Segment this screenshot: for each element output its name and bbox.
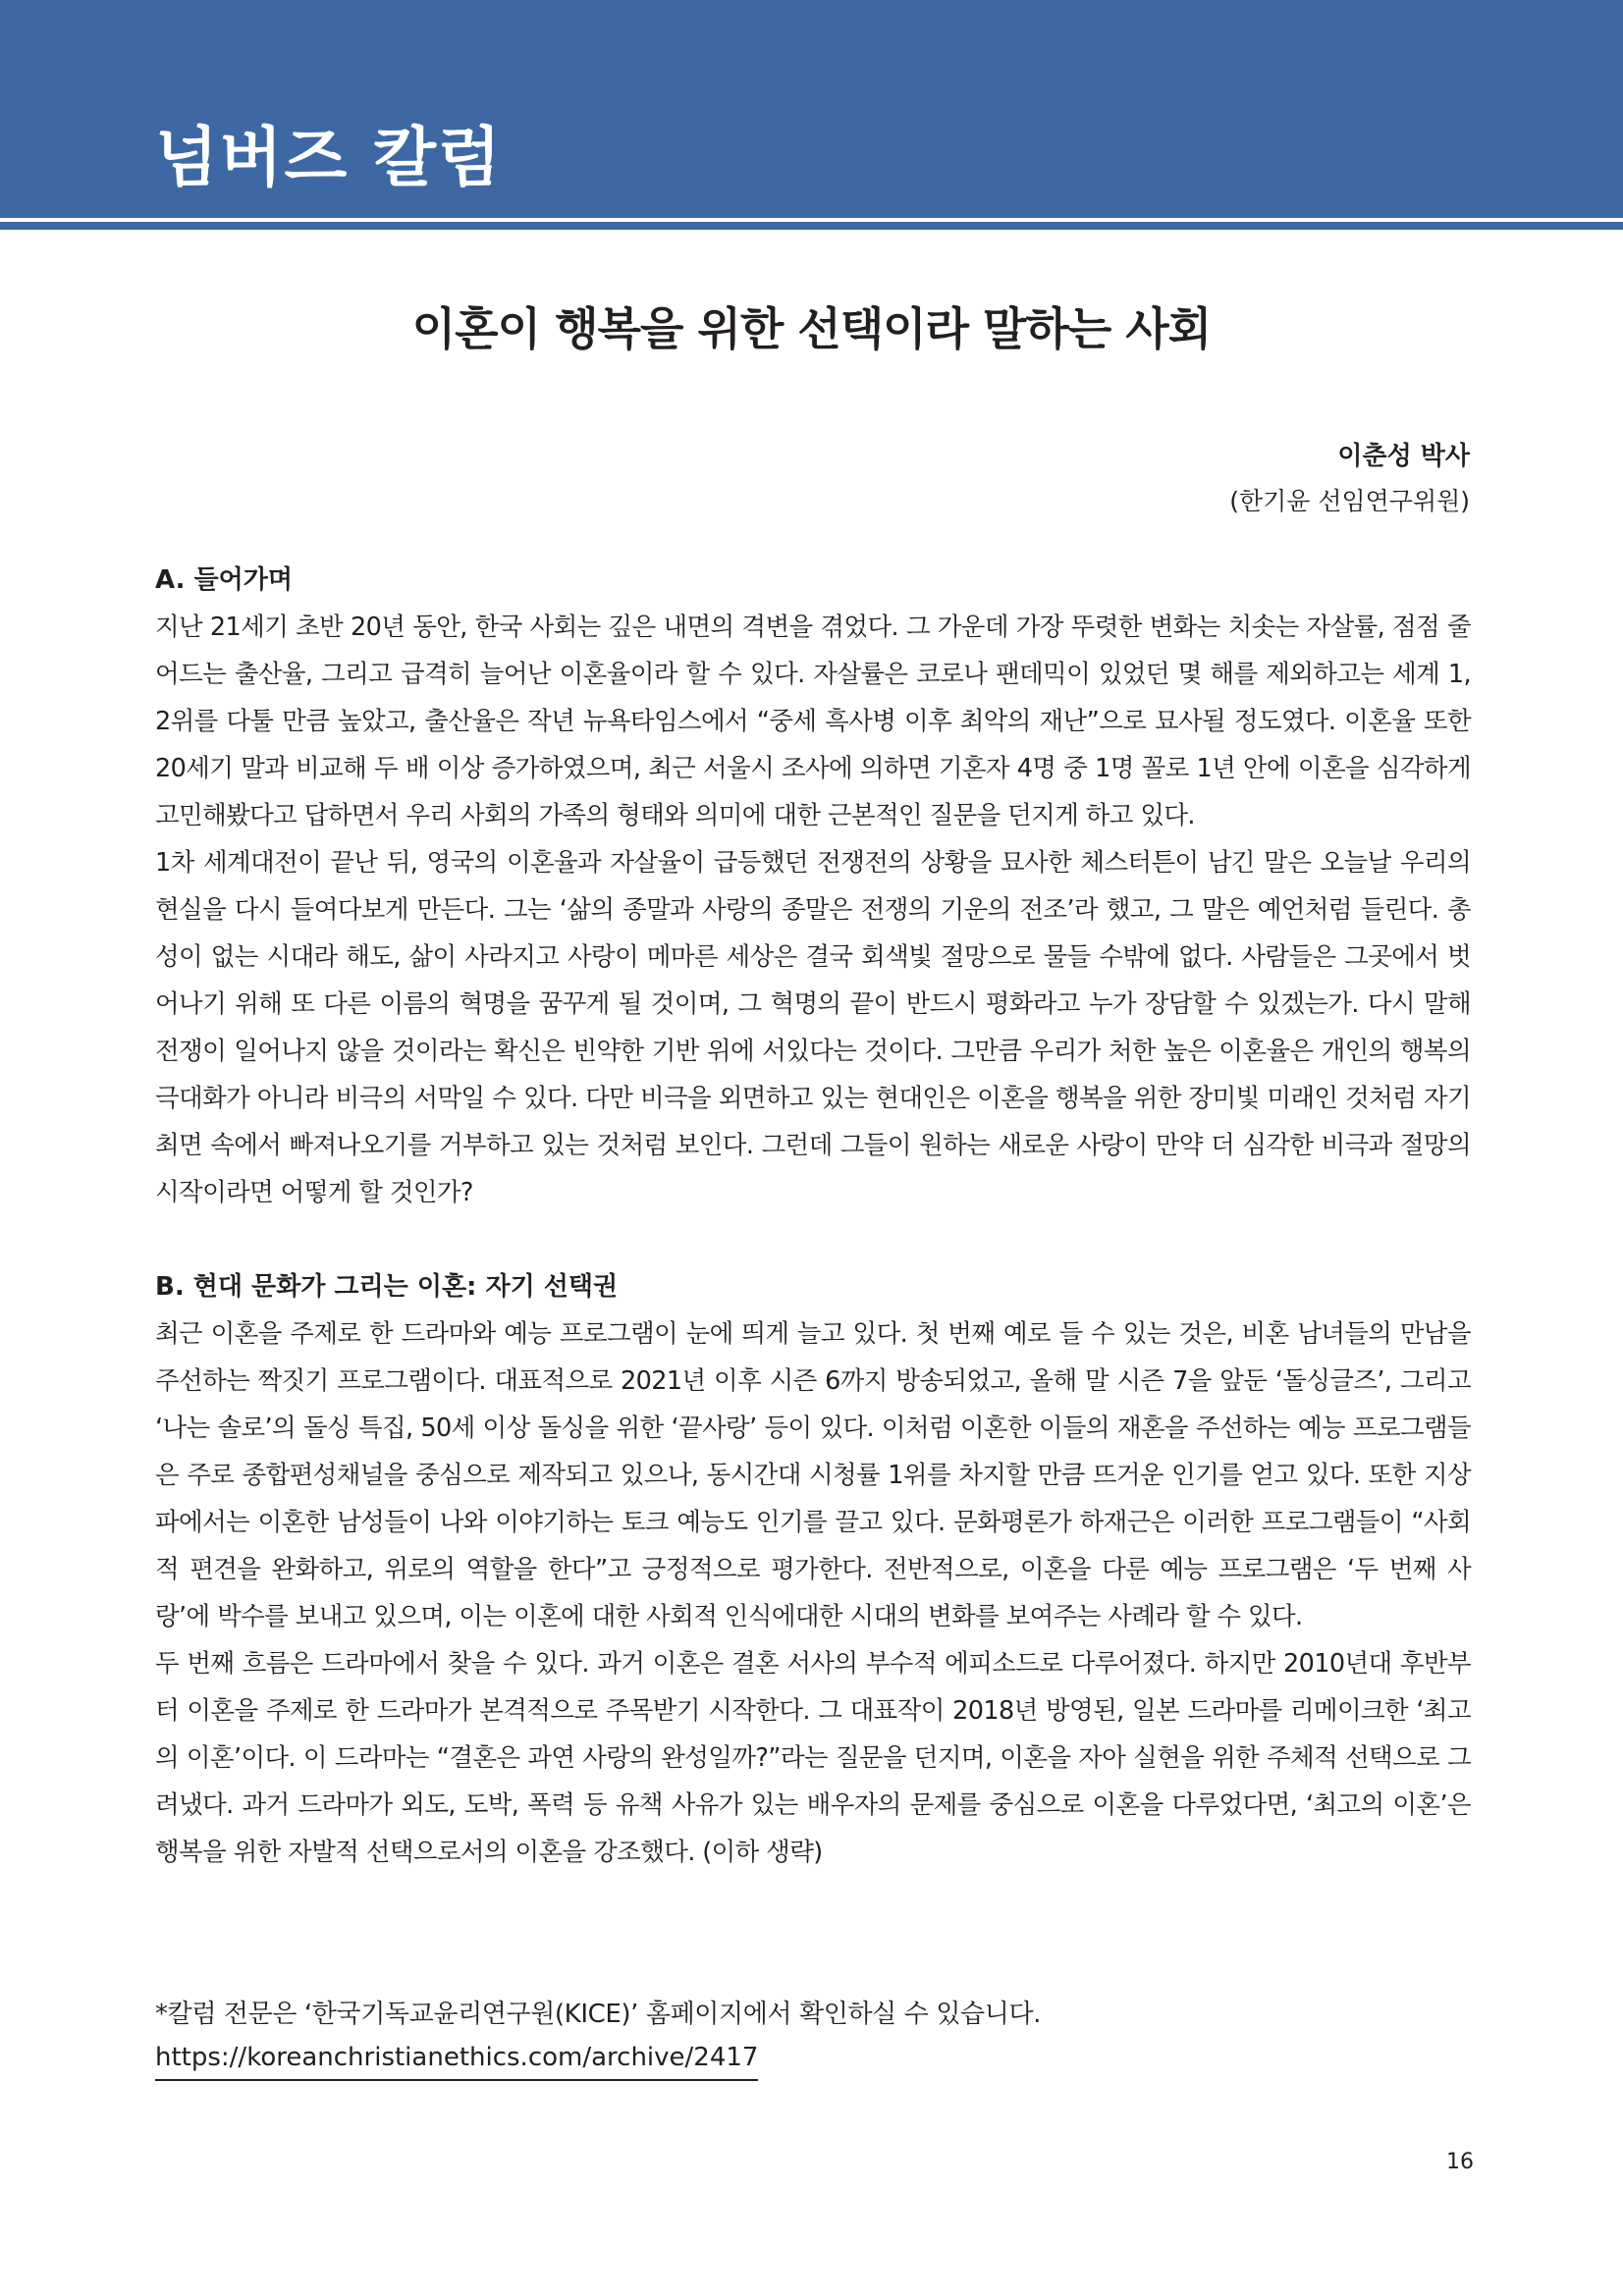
article-body (155, 557, 1471, 1876)
section-title: 넘버즈 칼럼 (155, 120, 503, 195)
author-affiliation: (한기윤 선임연구위원) (1229, 487, 1470, 515)
section-heading-culture: B. 현대 문화가 그리는 이혼: 자기 선택권 (155, 1272, 619, 1302)
section-spacer (155, 1216, 1471, 1263)
archive-link[interactable]: https://koreanchristianethics.com/archive/2417 (155, 2038, 758, 2081)
paragraph: 두 번째 흐름은 드라마에서 찾을 수 있다. 과거 이혼은 결혼 서사의 부수적 에피소드로 다루어졌다. 하지만 2010년대 후반부터 이혼을 주제로 한 드라마가 본격적으로 주목받기 시작한다. 그 대표작이 2018년 방영된, 일본 드라마를 리메이크한 ‘최고의 이혼’이다. 이 드라마는 “결혼은 과연 사랑의 완성일까?”라는 질문을 던지며, 이혼을 자아 실현을 위한 주체적 선택으로 그려냈다. 과거 드라마가 외도, 도박, 폭력 등 유책 사유가 있는 배우자의 문제를 중심으로 이혼을 다루었다면, ‘최고의 이혼’은 행복을 위한 자발적 선택으로서의 이혼을 강조했다. (이하 생략) (155, 1649, 1471, 1867)
header-rule (0, 222, 1623, 230)
footnote (155, 1991, 1041, 2081)
article-title: 이혼이 행복을 위한 선택이라 말하는 사회 (411, 302, 1212, 355)
author-name: 이춘성 박사 (1337, 442, 1470, 471)
section-heading-intro: A. 들어가며 (155, 565, 293, 595)
footnote-text: *칼럼 전문은 ‘한국기독교윤리연구원(KICE)’ 홈페이지에서 확인하실 수 있습니다. (155, 2000, 1042, 2029)
author-block (1229, 436, 1470, 526)
page-number: 16 (1446, 2150, 1474, 2174)
paragraph: 1차 세계대전이 끝난 뒤, 영국의 이혼율과 자살율이 급등했던 전쟁전의 상황을 묘사한 체스터튼이 남긴 말은 오늘날 우리의 현실을 다시 들여다보게 만든다. 그는 ‘삶의 종말과 사랑의 종말은 전쟁의 기운의 전조’라 했고, 그 말은 예언처럼 들린다. 총성이 없는 시대라 해도, 삶이 사라지고 사랑이 메마른 세상은 결국 회색빛 절망으로 물들 수밖에 없다. 사람들은 그곳에서 벗어나기 위해 또 다른 이름의 혁명을 꿈꾸게 될 것이며, 그 혁명의 끝이 반드시 평화라고 누가 장담할 수 있겠는가. 다시 말해 전쟁이 일어나지 않을 것이라는 확신은 빈약한 기반 위에 서있다는 것이다. 그만큼 우리가 처한 높은 이혼율은 개인의 행복의 극대화가 아니라 비극의 서막일 수 있다. 다만 비극을 외면하고 있는 현대인은 이혼을 행복을 위한 장미빛 미래인 것처럼 자기 최면 속에서 빠져나오기를 거부하고 있는 것처럼 보인다. 그런데 그들이 원하는 새로운 사랑이 만약 더 심각한 비극과 절망의 시작이라면 어떻게 할 것인가? (155, 848, 1471, 1207)
paragraph: 지난 21세기 초반 20년 동안, 한국 사회는 깊은 내면의 격변을 겪었다. 그 가운데 가장 뚜렷한 변화는 치솟는 자살률, 점점 줄어드는 출산율, 그리고 급격히 늘어난 이혼율이라 할 수 있다. 자살률은 코로나 팬데믹이 있었던 몇 해를 제외하고는 세계 1, 2위를 다툴 만큼 높았고, 출산율은 작년 뉴욕타임스에서 “중세 흑사병 이후 최악의 재난”으로 묘사될 정도였다. 이혼율 또한 20세기 말과 비교해 두 배 이상 증가하였으며, 최근 서울시 조사에 의하면 기혼자 4명 중 1명 꼴로 1년 안에 이혼을 심각하게 고민해봤다고 답하면서 우리 사회의 가족의 형태와 의미에 대한 근본적인 질문을 던지게 하고 있다. (155, 613, 1471, 830)
paragraph: 최근 이혼을 주제로 한 드라마와 예능 프로그램이 눈에 띄게 늘고 있다. 첫 번째 예로 들 수 있는 것은, 비혼 남녀들의 만남을 주선하는 짝짓기 프로그램이다. 대표적으로 2021년 이후 시즌 6까지 방송되었고, 올해 말 시즌 7을 앞둔 ‘돌싱글즈’, 그리고 ‘나는 솔로’의 돌싱 특집, 50세 이상 돌싱을 위한 ‘끝사랑’ 등이 있다. 이처럼 이혼한 이들의 재혼을 주선하는 예능 프로그램들은 주로 종합편성채널을 중심으로 제작되고 있으나, 동시간대 시청률 1위를 차지할 만큼 뜨거운 인기를 얻고 있다. 또한 지상파에서는 이혼한 남성들이 나와 이야기하는 토크 예능도 인기를 끌고 있다. 문화평론가 하재근은 이러한 프로그램들이 “사회적 편견을 완화하고, 위로의 역할을 한다”고 긍정적으로 평가한다. 전반적으로, 이혼을 다룬 예능 프로그램은 ‘두 번째 사랑’에 박수를 보내고 있으며, 이는 이혼에 대한 사회적 인식에대한 시대의 변화를 보여주는 사례라 할 수 있다. (155, 1319, 1471, 1631)
